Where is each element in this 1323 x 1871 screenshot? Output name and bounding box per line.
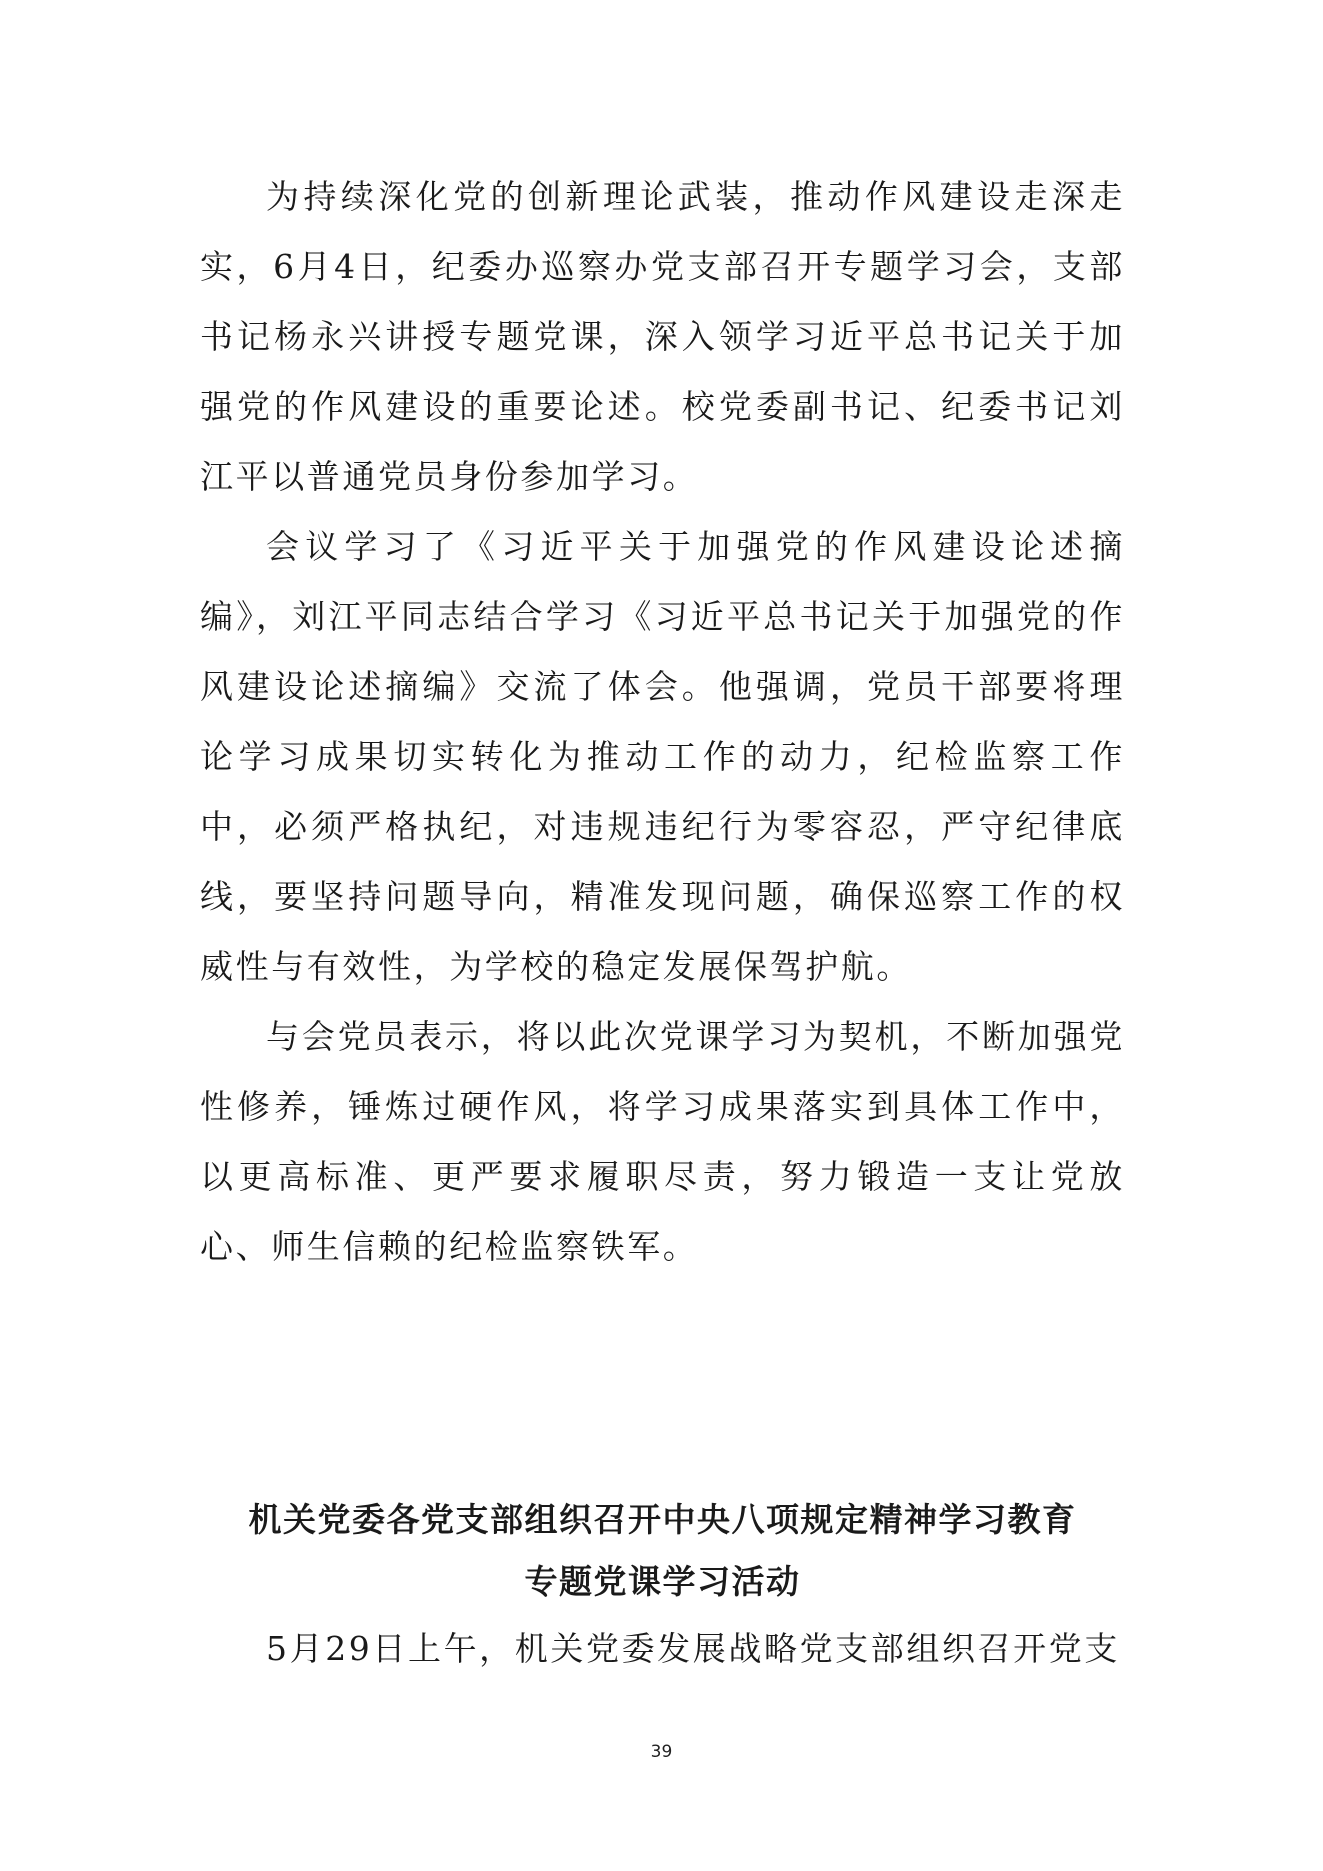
section-title-line-2: 专题党课学习活动 (524, 1562, 801, 1601)
body-paragraph-2: 会议学习了《习近平关于加强党的作风建设论述摘编》，刘江平同志结合学习《习近平总书记关于加强党的作风建设论述摘编》交流了体会。他强调，党员干部要将理论学习成果切实转化为推动工作的动力，纪检监察工作中，必须严格执纪，对违规违纪行为零容忍，严守纪律底线，要坚持问题导向，精准发现问题，确保巡察工作的权威性与有效性，为学校的稳定发展保驾护航。 (200, 527, 1125, 986)
body-paragraph-1: 为持续深化党的创新理论武装，推动作风建设走深走实，6月4日，纪委办巡察办党支部召开专题学习会，支部书记杨永兴讲授专题党课，深入领学习近平总书记关于加强党的作风建设的重要论述。校党委副书记、纪委书记刘江平以普通党员身份参加学习。 (200, 177, 1125, 496)
section-body (200, 1614, 1125, 1684)
section-title-line-1: 机关党委各党支部组织召开中央八项规定精神学习教育 (248, 1500, 1077, 1539)
body-paragraph-3: 与会党员表示，将以此次党课学习为契机，不断加强党性修养，锤炼过硬作风，将学习成果落实到具体工作中，以更高标准、更严要求履职尽责，努力锻造一支让党放心、师生信赖的纪检监察铁军。 (200, 1017, 1125, 1266)
article-body (200, 162, 1125, 1282)
section-paragraph: 5月29日上午，机关党委发展战略党支部组织召开党支 (266, 1629, 1120, 1668)
page-number: 39 (650, 1742, 673, 1762)
